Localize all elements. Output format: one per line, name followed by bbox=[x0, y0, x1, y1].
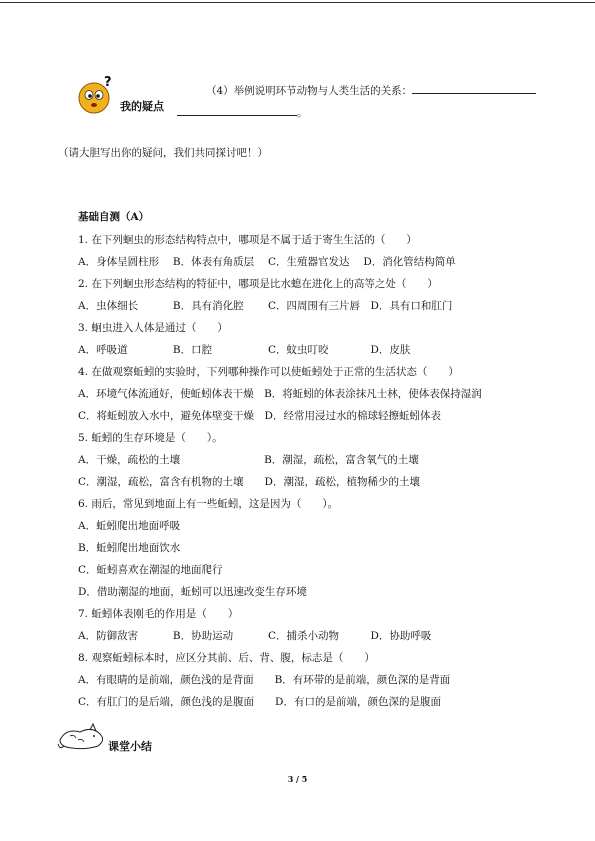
q-line: D．借助潮湿的地面，蚯蚓可以迅速改变生存环境 bbox=[78, 586, 307, 598]
q-line: A．环境气体流通好，使蚯蚓体表干燥 B．将蚯蚓的体表涂抹凡士林，使体表保持湿润 bbox=[78, 388, 482, 400]
q-line: A．有眼睛的是前端，颜色浅的是背面 B．有环带的是前端，颜色深的是背面 bbox=[78, 674, 451, 686]
q-line: 4. 在做观察蚯蚓的实验时，下列哪种操作可以使蚯蚓处于正常的生活状态（ ） bbox=[78, 366, 459, 378]
q-line: A．蚯蚓爬出地面呼吸 bbox=[78, 520, 181, 532]
section-title: 基础自测（A） bbox=[78, 211, 150, 223]
answer-blank-2[interactable] bbox=[177, 104, 297, 116]
question-4-text: （4）举例说明环节动物与人类生活的关系： bbox=[206, 85, 413, 97]
answer-blank-1[interactable] bbox=[412, 82, 536, 94]
q-line: C．潮湿，疏松，富含有机物的土壤 D．潮湿，疏松，植物稀少的土壤 bbox=[78, 476, 420, 488]
q-line: 6. 雨后，常见到地面上有一些蚯蚓，这是因为（ ）。 bbox=[78, 498, 339, 510]
q-line: 3. 蛔虫进入人体是通过（ ） bbox=[78, 322, 228, 334]
question-4-end: 。 bbox=[297, 107, 308, 119]
my-doubts-label: 我的疑点 bbox=[120, 100, 164, 113]
q-line: A．呼吸道 B．口腔 C．蚊虫叮咬 D．皮肤 bbox=[78, 344, 411, 356]
question-4-continuation bbox=[177, 104, 308, 120]
q-line: 2. 在下列蛔虫形态结构的特征中，哪项是比水螅在进化上的高等之处（ ） bbox=[78, 278, 438, 290]
question-4-fill bbox=[206, 82, 536, 98]
q-line: 8. 观察蚯蚓标本时，应区分其前、后、背、腹，标志是（ ） bbox=[78, 652, 375, 664]
q-line: B．蚯蚓爬出地面饮水 bbox=[78, 542, 181, 554]
q-line: 5. 蚯蚓的生存环境是（ ）。 bbox=[78, 432, 223, 444]
q-line: C．蚯蚓喜欢在潮湿的地面爬行 bbox=[78, 564, 223, 576]
doubts-prompt: （请大胆写出你的疑问，我们共同探讨吧！） bbox=[58, 147, 268, 159]
svg-text:?: ? bbox=[104, 75, 112, 90]
q-line: C．将蚯蚓放入水中，避免体壁变干燥 D．经常用浸过水的棉球轻擦蚯蚓体表 bbox=[78, 410, 441, 422]
q-line: 1. 在下列蛔虫的形态结构特点中，哪项是不属于适于寄生生活的（ ） bbox=[78, 234, 417, 246]
page-number: 3 / 5 bbox=[287, 774, 308, 784]
q-line: 7. 蚯蚓体表刚毛的作用是（ ） bbox=[78, 608, 239, 620]
q-line: A．虫体细长 B．具有消化腔 C．四周围有三片唇 D．具有口和肛门 bbox=[78, 300, 453, 312]
q-line: A．防御敌害 B．协助运动 C．捕杀小动物 D．协助呼吸 bbox=[78, 630, 432, 642]
q-line: A．身体呈圆柱形 B．体表有角质层 C．生殖器官发达 D．消化管结构简单 bbox=[78, 256, 456, 268]
q-line: C．有肛门的是后端，颜色浅的是腹面 D．有口的是前端，颜色深的是腹面 bbox=[78, 696, 441, 708]
cat-doodle-icon bbox=[56, 722, 108, 752]
confused-face-icon bbox=[74, 74, 120, 118]
top-border-line bbox=[0, 2, 595, 3]
class-summary-label: 课堂小结 bbox=[108, 740, 152, 753]
q-line: A．干燥，疏松的土壤 B．潮湿，疏松，富含氧气的土壤 bbox=[78, 454, 419, 466]
